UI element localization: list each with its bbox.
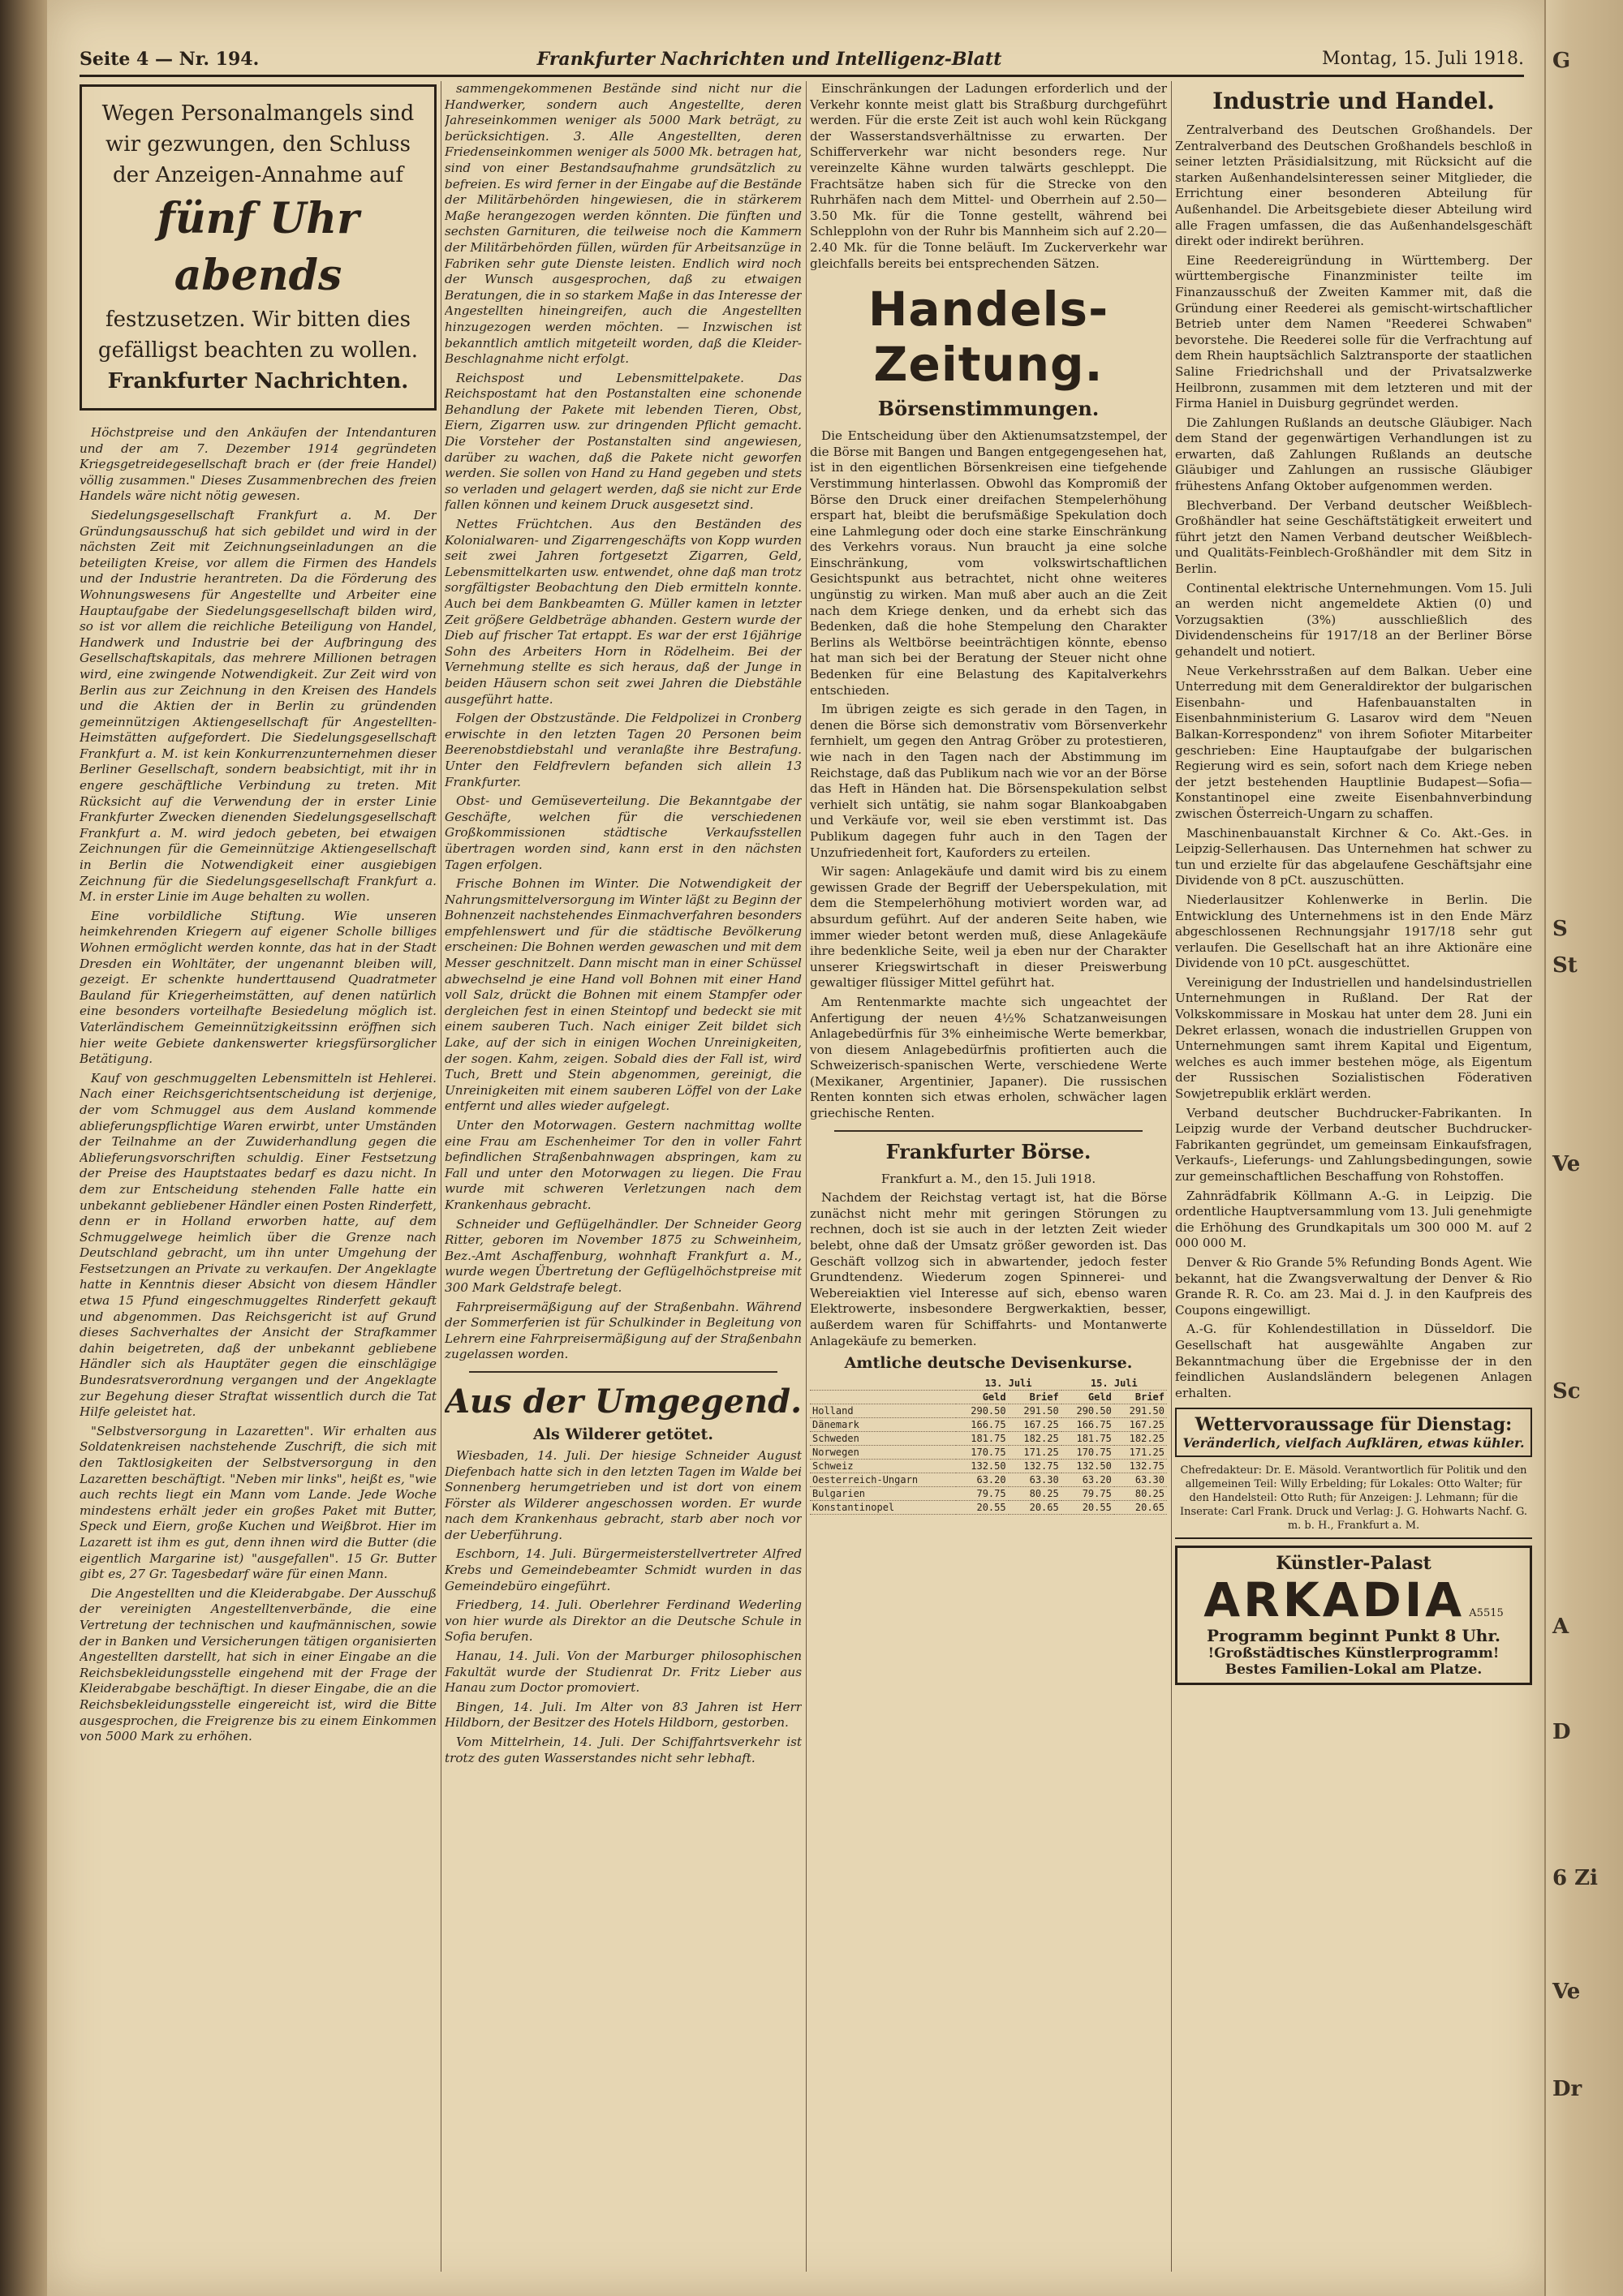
table-header-cell: 15. Juli — [1061, 1377, 1167, 1391]
article-paragraph: sammengekommenen Bestände sind nicht nur die Handwerker, sondern auch Angestellte, deren Jahreseinkommen weniger als 5000 Mark beträgt, zu berücksichtigen. 3. Alle Angestellten, deren Friedenseinkommen weniger als 5000 Mk. betragen hat, sind von einer Bestandsaufnahme grundsätzlich zu befreien. Es wird ferner in der Eingabe auf die Bestände der Militärbehörden hingewiesen, die in stärkerem Maße herangezogen werden könnten. Die fünften und sechsten Garnituren, die teilweise noch die Kammern der Militärbehörden füllen, würden für Arbeitsanzüge in Fabriken sehr gute Dienste leisten. Endlich wird noch der Wunsch ausgesprochen, daß zu etwaigen Beratungen, die in so starkem Maße in das Interesse der Angestellten hineingreifen, auch die Angestellten hinzugezogen werden möchten. — Inzwischen ist bekanntlich amtlich mitgeteilt worden, daß die Kleider-Beschlagnahme nicht erfolgt. — [445, 81, 802, 367]
section-heading-handels-zeitung: Handels-Zeitung. — [867, 282, 1109, 393]
edge-fragment: S — [1552, 917, 1568, 941]
article-paragraph: Blechverband. Der Verband deutscher Weißblech-Großhändler hat seine Geschäftstätigkeit erweitert und führt jetzt den Namen Verband deutscher Weißblech- und Qualitäts-Feinblech-Großhändler mit dem Sitz in Berlin. — [1175, 497, 1532, 577]
article-paragraph: Unter den Motorwagen. Gestern nachmittag wollte eine Frau am Eschenheimer Tor den in voller Fahrt befindlichen Straßenbahnwagen abspringen, kam zu Fall und unter den Motorwagen zu liegen. Die Frau wurde mit schweren Verletzungen nach dem Krankenhaus gebracht. — [445, 1118, 802, 1212]
ad-line: !Großstädtisches Künstlerprogramm! — [1208, 1645, 1500, 1662]
article-paragraph: Siedelungsgesellschaft Frankfurt a. M. Der Gründungsausschuß hat sich gebildet und wird in der nächsten Zeit mit Zeichnungseinladungen an die beteiligten Kreise, vor allem die Firmen des Handels und der Industrie herantreten. Da die Förderung des Wohnungswesens für Angestellte und Arbeiter eine Hauptaufgabe der Siedelungsgesellschaft bilden wird, so ist vor allem die reichliche Beteiligung von Handel, Handwerk und Industrie bei der Aufbringung des Gesellschaftskapitals, das mehrere Millionen betragen wird, eine zwingende Notwendigkeit. Zur Zeit wird von Berlin aus zur Zeichnung in den Kreisen des Handels und die Aktien der in Berlin zu gründenden gemeinnützigen Aktiengesellschaft für Angestellten-Heimstätten aufgefordert. Die Siedelungsgesellschaft Frankfurt a. M. ist kein Konkurrenzunternehmen dieser Berliner Gesellschaft, sondern beabsichtigt, mit ihr in engere geschäftliche Verbindung zu treten. Mit Rücksicht auf die Verwendung der in erster Linie Frankfurter Zwecken dienenden Siedelungsgesellschaft Frankfurt a. M. wird jedoch gebeten, bei etwaigen Zeichnungen für die Gemeinnützige Aktiengesellschaft in Berlin die Notwendigkeit einer ausgiebigen Zeichnung für die Siedelungsgesellschaft Frankfurt a. M. in erster Linie im Auge behalten zu wollen. — [80, 507, 437, 905]
article-paragraph: Zahnrädfabrik Köllmann A.-G. in Leipzig. Die ordentliche Hauptversammlung vom 13. Juli genehmigte die Erhöhung des Grundkapitals um 300 000 M. auf 2 000 000 M. — [1175, 1188, 1532, 1251]
table-cell: 167.25 — [1009, 1418, 1061, 1432]
article-paragraph: Frische Bohnen im Winter. Die Notwendigkeit der Nahrungsmittelversorgung im Winter läßt zu Beginn der Bohnenzeit nachstehendes Einmachverfahren besonders empfehlenswert und für die städtische Bevölkerung erscheinen: Die Bohnen werden gewaschen und mit dem Messer geschnitzelt. Dann mischt man in einer Schüssel abwechselnd je eine Hand voll Bohnen mit einer Hand voll Salz, drückt die Bohnen mit einem Stampfer oder dergleichen fest in einen Steintopf und bedeckt sie mit einem sauberen Tuch. Nach einiger Zeit bildet sich Lake, auf der sich in einigen Wochen Unreinigkeiten, der sogen. Kahm, zeigen. Sobald dies der Fall ist, wird Tuch, Brett und Stein abgenommen, gereinigt, die Unreinigkeiten mit einem sauberen Löffel von der Lake entfernt und alles wieder aufgelegt. — [445, 876, 802, 1114]
table-header-cell — [810, 1377, 956, 1391]
article-paragraph: Neue Verkehrsstraßen auf dem Balkan. Ueber eine Unterredung mit dem Generaldirektor der bulgarischen Eisenbahn- und Hafenbauanstalten in Eisenbahnministerium G. Lasarov wird dem "Neuen Balkan-Korrespondenz" von ihrem Sofioter Mitarbeiter geschrieben: Eine Hauptaufgabe der bulgarischen Regierung wird es sein, sofort nach dem Kriege neben der jetzt bestehenden Hauptlinie Budapest—Sofia—Konstantinopel eine zweite Eisenbahnverbindung zwischen Österreich-Ungarn zu schaffen. — [1175, 663, 1532, 821]
table-header-cell: 13. Juli — [956, 1377, 1061, 1391]
page-header — [80, 49, 1524, 75]
section-rule — [469, 1371, 777, 1373]
column-divider — [806, 81, 807, 2272]
edge-fragment: 6 Zi — [1552, 1866, 1598, 1890]
article-paragraph: Vom Mittelrhein, 14. Juli. Der Schiffahrtsverkehr ist trotz des guten Wasserstandes nicht sehr lebhaft. — [445, 1735, 802, 1765]
notice-text: Wegen Personalmangels sind wir gezwungen, den Schluss der Anzeigen-Annahme auf — [101, 101, 415, 187]
article-paragraph: Eine Reedereigründung in Württemberg. Der württembergische Finanzminister teilte im Finanzausschuß der Zweiten Kammer mit, daß die Gründung einer Reederei als gemischt-wirtschaftlicher Betrieb unter dem Namen "Reederei Schwaben" bevorstehe. Die Reederei solle für die Verfrachtung auf dem Rhein hauptsächlich Salztransporte der staatlichen Saline Friedrichshall und der Privatsalzwerke Heilbronn, zusammen mit dem letzteren und mit der Firma Haniel in Duisburg gegründet werden. — [1175, 252, 1532, 411]
weather-title: Wettervoraussage für Dienstag: — [1195, 1414, 1513, 1436]
column-1 — [80, 81, 437, 2272]
table-cell: 132.50 — [1061, 1460, 1114, 1473]
article-paragraph: Wir sagen: Anlagekäufe und damit wird bis zu einem gewissen Grade der Begriff der Ueberspekulation, mit dem die Stempelerhöhung motiviert worden war, ad absurdum geführt. Auf der anderen Seite haben, wie immer wieder betont werden muß, diese Anlagekäufe ihre bedenkliche Seite, weil ja eben nur der Charakter unserer Kriegswirtschaft in dieser Preiswerbung gewaltiger flüssiger Mittel geführt hat. — [810, 864, 1167, 991]
table-title: Amtliche deutsche Devisenkurse. — [844, 1354, 1133, 1373]
article-paragraph: Verband deutscher Buchdrucker-Fabrikanten. In Leipzig wurde der Verband deutscher Buchdrucker-Fabrikanten gegründet, um gemeinsam Einkaufsfragen, Verkaufs-, Lieferungs- und Zahlungsbedingungen, sowie zur gemeinschaftlichen Beschaffung von Rohstoffen. — [1175, 1105, 1532, 1184]
table-row — [810, 1460, 1167, 1473]
article-paragraph: Friedberg, 14. Juli. Oberlehrer Ferdinand Wederling von hier wurde als Direktor an die Deutsche Schule in Sofia berufen. — [445, 1597, 802, 1645]
article-paragraph: Schneider und Geflügelhändler. Der Schneider Georg Ritter, geboren im November 1875 zu Schweinheim, Bez.-Amt Aschaffenburg, wohnhaft Frankfurt a. M., wurde wegen Übertretung der Geflügelhöchstpreise mit 300 Mark Geldstrafe belegt. — [445, 1216, 802, 1295]
ad-line: Bestes Familien-Lokal am Platze. — [1225, 1662, 1483, 1679]
article-paragraph: Nachdem der Reichstag vertagt ist, hat die Börse zunächst nicht mehr mit geringen Störungen zu rechnen, doch ist sie auch in der letzten Zeit wieder belebt, ohne daß der Umsatz größer geworden ist. Das Geschäft vollzog sich in abwartender, jedoch fester Grundtendenz. Wiederum zogen Spinnerei- und Webereiaktien viel Interesse auf sich, ebenso waren Elektrowerte, insbesondere Bergwerkaktien, besser, außerdem waren für Schiffahrts- und Montanwerte Anlagekäufe zu bemerken. — [810, 1190, 1167, 1348]
table-cell: 290.50 — [956, 1404, 1009, 1418]
article-paragraph: Eschborn, 14. Juli. Bürgermeisterstellvertreter Alfred Krebs und Gemeindebeamter Schmidt wurden in das Gemeindebüro eingeführt. — [445, 1546, 802, 1593]
table-cell: 181.75 — [956, 1432, 1009, 1446]
edge-fragment: Dr — [1552, 2077, 1582, 2101]
column-divider — [1171, 81, 1172, 2272]
table-cell: 166.75 — [1061, 1418, 1114, 1432]
article-paragraph: Kauf von geschmuggelten Lebensmitteln ist Hehlerei. Nach einer Reichsgerichtsentscheidung ist derjenige, der vom Schmuggel aus dem Ausland kommende ablieferungspflichtige Waren erwirbt, unter Umständen der Teilnahme an der Zuwiderhandlung gegen die Ablieferungsvorschriften schuldig. Einer Festsetzung der Preise des Hauptstaates bedarf es dazu nicht. In dem zur Entscheidung stehenden Falle hatte ein unbekannt gebliebener Händler einen Posten Rinderfett, denn er in Holland erworben hatte, auf dem Schmuggelwege heimlich über die Grenze nach Deutschland gebracht, um ihn unter Umgehung der Festsetzungen an Private zu verkaufen. Der Angeklagte hatte in Kenntnis dieser Absicht von diesem Händler etwa 15 Pfund eingeschmuggeltes Rinderfett gekauft und abgenommen. Das Reichsgericht ist auf Grund dieses Sachverhaltes der Ansicht der Strafkammer dahin beigetreten, daß der unbekannt gebliebene Händler sich als Hauptäter gegen die einschlägige Bundesratsverordnung vergangen und der Angeklagte zur Begehung dieser Straftat wissentlich durch die Tat Hilfe geleistet hat. — [80, 1070, 437, 1420]
table-header-row — [810, 1391, 1167, 1404]
issue-date: Montag, 15. Juli 1918. — [1322, 49, 1524, 69]
weather-forecast: Veränderlich, vielfach Aufklären, etwas kühler. — [1182, 1435, 1525, 1451]
table-cell: 80.25 — [1114, 1487, 1167, 1501]
table-cell: Konstantinopel — [810, 1501, 956, 1515]
column-2 — [445, 81, 802, 2272]
table-cell: Holland — [810, 1404, 956, 1418]
table-cell: 167.25 — [1114, 1418, 1167, 1432]
exchange-rate-table — [810, 1377, 1167, 1515]
table-header-cell: Brief — [1114, 1391, 1167, 1404]
article-paragraph: Einschränkungen der Ladungen erforderlich und der Verkehr konnte meist glatt bis Straßburg durchgeführt werden. Für die erste Zeit ist auch wohl kein Rückgang der Wasserstandsverhältnisse zu erwarten. Der Schifferverkehr war nicht besonders rege. Nur vereinzelte Kähne wurden talwärts geschleppt. Die Frachtsätze haben sich für die Strecke von den Ruhrhäfen nach dem Mittel- und Oberrhein auf 2.50—3.50 Mk. für die Tonne gestellt, während bei Schlepplohn von der Ruhr bis Mannheim sich auf 2.20—2.40 Mk. für die Tonne beläuft. Im Zuckerverkehr war gleichfalls bereits bei entsprechenden Sätzen. — [810, 81, 1167, 271]
edge-fragment: Ve — [1552, 1152, 1581, 1176]
table-cell: Schweden — [810, 1432, 956, 1446]
advertisement-arkadia — [1175, 1546, 1532, 1685]
column-4 — [1175, 81, 1532, 2272]
newspaper-page — [47, 0, 1546, 2296]
article-paragraph: Die Entscheidung über den Aktienumsatzstempel, der die Börse mit Bangen und Bangen entgegengesehen hat, ist in den eigentlichen Börsenkreisen eine tiefgehende Verstimmung hinterlassen. Obwohl das Kompromiß der Börse den Druck einer dreifachen Stempelerhöhung erspart hat, bleibt die berufsmäßige Spekulation doch eine Lahmlegung oder doch eine starke Einschränkung des Verkehrs voraus. Nun braucht ja eine solche Einschränkung, vom volkswirtschaftlichen Gesichtspunkt aus betrachtet, nicht ohne weiteres ungünstig zu wirken. Man muß aber auch an die Zeit nach dem Kriege denken, und da erhebt sich das Bedenken, daß die hohe Stempelung den Charakter Berlins als Weltbörse beeinträchtigen könnte, ebenso hat man sich bei der Beratung der Steuer nicht ohne Bedenken für eine Belastung des Kapitalverkehrs entschieden. — [810, 428, 1167, 698]
section-rule — [834, 1130, 1143, 1132]
table-cell: 20.55 — [1061, 1501, 1114, 1515]
table-cell: 170.75 — [956, 1446, 1009, 1460]
table-cell: 79.75 — [956, 1487, 1009, 1501]
edge-fragment: A — [1552, 1615, 1569, 1639]
ad-line: Programm beginnt Punkt 8 Uhr. — [1207, 1626, 1500, 1646]
table-row — [810, 1432, 1167, 1446]
article-paragraph: Höchstpreise und den Ankäufen der Intendanturen und der am 7. Dezember 1914 gegründeten Kriegsgetreidegesellschaft brach er (der freie Handel) völlig zusammen." Dieses Zusammenbrechen des freien Handels wäre nicht nötig gewesen. — [80, 425, 437, 504]
article-paragraph: Am Rentenmarkte machte sich ungeachtet der Anfertigung der neuen 4½% Schatzanweisungen Anlagebedürfnis für 3% einheimische Werte bemerkbar, von diesem Anlagebedürfnis profitierten auch die Schweizerisch-spanischen Werte, verschiedene Werte (Mexikaner, Argentinier, Japaner). Die russischen Renten konnten sich etwas erholen, schwächer lagen griechische Renten. — [810, 994, 1167, 1121]
table-cell: 20.55 — [956, 1501, 1009, 1515]
article-paragraph: Zentralverband des Deutschen Großhandels. Der Zentralverband des Deutschen Großhandels beschloß in seiner letzten Präsidialsitzung, mit Rücksicht auf die starken Außenhandelsinteressen seiner Mitglieder, die Errichtung einer besonderen Abteilung für Außenhandel. Die Arbeitsgebiete dieser Abteilung wird alle Fragen umfassen, die das Außenhandelsgeschäft direkt oder indirekt berühren. — [1175, 123, 1532, 249]
edge-fragment: G — [1552, 49, 1571, 73]
article-paragraph: A.-G. für Kohlendestillation in Düsseldorf. Die Gesellschaft hat ausgewählte Angaben zur Bekanntmachung über die Ergebnisse der in den feindlichen Auslandsländern belegenen Anlagen erhalten. — [1175, 1322, 1532, 1400]
table-header-cell: Geld — [1061, 1391, 1114, 1404]
table-cell: 79.75 — [1061, 1487, 1114, 1501]
article-paragraph: Reichspost und Lebensmittelpakete. Das Reichspostamt hat den Postanstalten eine schonende Behandlung der Pakete mit lebenden Tieren, Obst, Eiern, Zigarren usw. zur dringenden Pflicht gemacht. Die Vorsteher der Postanstalten sind angewiesen, darüber zu wachen, daß die Pakete nicht geworfen werden. Sie sollen von Hand zu Hand gegeben und stets so verladen und gelagert werden, daß sie nicht zur Erde fallen können und keinem Druck ausgesetzt sind. — [445, 370, 802, 513]
table-cell: Norwegen — [810, 1446, 956, 1460]
article-headline: Als Wilderer getötet. — [533, 1425, 713, 1443]
article-paragraph: Die Zahlungen Rußlands an deutsche Gläubiger. Nach dem Stand der gegenwärtigen Verhandlungen ist zu erwarten, daß Zahlungen Rußlands an deutsche Gläubiger und Zahlungen an russische Gläubiger frühestens Anfang Oktober aufgenommen werden. — [1175, 415, 1532, 494]
table-row — [810, 1446, 1167, 1460]
table-row — [810, 1418, 1167, 1432]
article-paragraph: Eine vorbildliche Stiftung. Wie unseren heimkehrenden Kriegern auf eigener Scholle billiges Wohnen ermöglicht werden konnte, das hat in der Stadt Dresden ein Wohltäter, der ungenannt bleiben will, gezeigt. Er schenkte hunderttausend Quadratmeter Bauland für Kriegerheimstätten, auf denen natürlich eine besonders vorteilhafte Besiedelung möglich ist. Vaterländischem Gemeinnützigkeitssinn eröffnen sich hier weite Gebiete dankenswerter kriegsfürsorglicher Betätigung. — [80, 908, 437, 1067]
masthead: Frankfurter Nachrichten und Intelligenz-Blatt — [536, 49, 1002, 70]
table-cell: 170.75 — [1061, 1446, 1114, 1460]
article-paragraph: Obst- und Gemüseverteilung. Die Bekanntgabe der Geschäfte, welchen für die verschiedenen Großkommissionen städtische Verkaufsstellen übertragen worden sind, kann erst in den nächsten Tagen erfolgen. — [445, 793, 802, 872]
section-heading-umgegend: Aus der Umgegend. — [445, 1382, 802, 1421]
table-cell: 63.20 — [956, 1473, 1009, 1487]
article-paragraph: Denver & Rio Grande 5% Refunding Bonds Agent. Wie bekannt, hat die Zwangsverwaltung der Denver & Rio Grande R. R. Co. am 23. Mai d. J. in den Kaufpreis des Coupons eingewilligt. — [1175, 1254, 1532, 1318]
table-cell: 166.75 — [956, 1418, 1009, 1432]
edge-fragment: St — [1552, 953, 1578, 978]
article-paragraph: Bingen, 14. Juli. Im Alter von 83 Jahren ist Herr Hildborn, der Besitzer des Hotels Hildborn, gestorben. — [445, 1699, 802, 1731]
notice-text: festzusetzen. Wir bitten dies gefälligst beachten zu wollen. — [97, 307, 419, 363]
article-headline: Frankfurter Börse. — [885, 1139, 1091, 1163]
adjacent-page-edge — [1544, 0, 1623, 2296]
table-row — [810, 1473, 1167, 1487]
article-paragraph: Niederlausitzer Kohlenwerke in Berlin. Die Entwicklung des Unternehmens ist in den Ende März abgeschlossenen Rechnungsjahr 1917/18 sehr gut verlaufen. Die Gesellschaft hat an ihre Aktionäre eine Dividende von 10 pCt. ausgeschüttet. — [1175, 892, 1532, 971]
table-cell: Bulgarien — [810, 1487, 956, 1501]
table-cell: 291.50 — [1114, 1404, 1167, 1418]
ad-subtitle: Künstler-Palast — [1276, 1553, 1431, 1575]
ad-title: ARKADIA — [1203, 1572, 1466, 1628]
table-header-cell: Geld — [956, 1391, 1009, 1404]
ad-number: A5515 — [1469, 1607, 1504, 1620]
article-paragraph: Hanau, 14. Juli. Von der Marburger philosophischen Fakultät wurde der Studienrat Dr. Fritz Lieber aus Hanau zum Doctor promoviert. — [445, 1649, 802, 1696]
article-paragraph: Fahrpreisermäßigung auf der Straßenbahn. Während der Sommerferien ist für Schulkinder in Begleitung von Lehrern eine Fahrpreisermäßigung auf der Straßenbahn zugelassen worden. — [445, 1299, 802, 1362]
table-cell: 182.25 — [1114, 1432, 1167, 1446]
table-cell: 63.30 — [1114, 1473, 1167, 1487]
article-paragraph: Continental elektrische Unternehmungen. Vom 15. Juli an werden nicht angemeldete Aktien (0) und Vorzugsaktien (3%) ausschließlich des Dividendenscheins für 1917/18 an der Berliner Börse gehandelt und notiert. — [1175, 580, 1532, 659]
table-cell: 63.30 — [1009, 1473, 1061, 1487]
article-headline: Börsenstimmungen. — [877, 397, 1100, 421]
edge-fragment: Ve — [1552, 1980, 1581, 2004]
table-cell: 63.20 — [1061, 1473, 1114, 1487]
table-cell: 132.75 — [1009, 1460, 1061, 1473]
article-paragraph: Wiesbaden, 14. Juli. Der hiesige Schneider August Diefenbach hatte sich in den letzten Tagen im Walde bei Sonnenberg herumgetrieben und ist dort von einem Förster als Wilderer angeschossen worden. Er wurde nach dem Krankenhaus gebracht, starb aber noch vor der Ueberführung. — [445, 1447, 802, 1542]
column-3 — [810, 81, 1167, 2272]
edge-fragment: Sc — [1552, 1379, 1581, 1404]
article-paragraph: Vereinigung der Industriellen und handelsindustriellen Unternehmungen in Rußland. Der Rat der Volkskommissare in Moskau hat unter dem 28. Juni ein Dekret erlassen, wonach die industriellen Gruppen von Unternehmungen samt ihrem Kapital und Eigentum, welches es auch immer bestehen möge, als Eigentum der Russischen Sozialistischen Föderativen Sowjetrepublik erklärt werden. — [1175, 974, 1532, 1102]
table-cell: 290.50 — [1061, 1404, 1114, 1418]
table-cell: 20.65 — [1009, 1501, 1061, 1515]
article-paragraph: Im übrigen zeigte es sich gerade in den Tagen, in denen die Börse sich demonstrativ vom Börsenverkehr fernhielt, um gegen den Antrag Gröber zu protestieren, wie nach in den Tagen nach der Abstimmung im Reichstage, daß das Publikum nach wie vor an der Börse das Heft in Händen hat. Die Börsenspekulation selbst verhielt sich untätig, sie nahm sogar Blankoabgaben und Verkäufe vor, weil sie eben verstimmt ist. Das Publikum dagegen fuhr auch in den Tagen der Unzufriedenheit fort, Kauforders zu erteilen. — [810, 702, 1167, 860]
table-cell: 291.50 — [1009, 1404, 1061, 1418]
article-paragraph: Folgen der Obstzustände. Die Feldpolizei in Cronberg erwischte in den letzten Tagen 20 Personen beim Beerenobstdiebstahl und veranlaßte ihre Bestrafung. Unter den Feldfrevlern befanden sich allein 13 Frankfurter. — [445, 711, 802, 789]
table-header-row — [810, 1377, 1167, 1391]
book-binding — [0, 0, 47, 2296]
table-row — [810, 1501, 1167, 1515]
table-cell: 182.25 — [1009, 1432, 1061, 1446]
table-row — [810, 1404, 1167, 1418]
notice-box — [80, 84, 437, 411]
notice-signature: Frankfurter Nachrichten. — [107, 369, 409, 393]
table-body — [810, 1404, 1167, 1515]
weather-box — [1175, 1408, 1532, 1457]
table-cell: 132.75 — [1114, 1460, 1167, 1473]
table-cell: 132.50 — [956, 1460, 1009, 1473]
table-cell: Oesterreich-Ungarn — [810, 1473, 956, 1487]
table-header-cell: Brief — [1009, 1391, 1061, 1404]
section-heading-industrie: Industrie und Handel. — [1212, 88, 1495, 114]
table-cell: 20.65 — [1114, 1501, 1167, 1515]
table-cell: 171.25 — [1114, 1446, 1167, 1460]
article-paragraph: Maschinenbauanstalt Kirchner & Co. Akt.-Ges. in Leipzig-Sellerhausen. Das Unternehmen hat schwer zu tun und erzielte für das abgelaufene Geschäftsjahr eine Dividende von 8 pCt. auszuschütten. — [1175, 825, 1532, 888]
table-header-cell — [810, 1391, 956, 1404]
dateline: Frankfurt a. M., den 15. Juli 1918. — [880, 1171, 1096, 1186]
header-rule — [80, 75, 1524, 77]
table-cell: 171.25 — [1009, 1446, 1061, 1460]
imprint: Chefredakteur: Dr. E. Mäsold. Verantwortlich für Politik und den allgemeinen Teil: Willy Erbelding; für Lokales: Otto Walter; für den Handelsteil: Otto Ruth; für Anzeigen: J. Lehmann; für die Inserate: Carl Frank. Druck und Verlag: J. G. Hohwarts Nachf. G. m. b. H., Frankfurt a. M. — [1175, 1464, 1532, 1539]
article-paragraph: "Selbstversorgung in Lazaretten". Wir erhalten aus Soldatenkreisen nachstehende Zuschrift, die sich mit den Taktlosigkeiten der Selbstversorgung in den Lazaretten beschäftigt. "Neben mir links", heißt es, "wie auch rechts liegt ein Mann vom Lande. Jede Woche mindestens erhält jeder ein großes Paket mit Butter, Speck und Eiern, große Kuchen und Weißbrot. Hier im Lazarett ist ihm es gut, denn ihnen wird die Butter (die eigentlich Margarine ist) "ausgefallen". 15 Gr. Butter gibt es, 27 Gr. Tagesbedarf wäre für einen Mann. — [80, 1423, 437, 1582]
table-cell: Dänemark — [810, 1418, 956, 1432]
edge-fragment: D — [1552, 1720, 1571, 1744]
article-paragraph: Die Angestellten und die Kleiderabgabe. Der Ausschuß der vereinigten Angestelltenverbände, die eine Vertretung der technischen und kaufmännischen, sowie der in Banken und Versicherungen tätigen organisierten Angestellten darstellt, hat sich in einer Eingabe an die Reichsbekleidungsstelle eingehend mit der Frage der Kleiderabgabe beschäftigt. In dieser Eingabe, die an die Reichsbekleidungsstelle eingereicht ist, wird die Bitte ausgesprochen, die Freigrenze bis zu einem Einkommen von 5000 Mark zu erhöhen. — [80, 1585, 437, 1744]
table-cell: Schweiz — [810, 1460, 956, 1473]
notice-highlight: fünf Uhr abends — [157, 194, 359, 300]
article-paragraph: Nettes Früchtchen. Aus den Beständen des Kolonialwaren- und Zigarrengeschäfts von Kopp wurden seit zwei Jahren fortgesetzt Zigarren, Geld, Lebensmittelkarten usw. entwendet, ohne daß man trotz sorgfältigster Beobachtung den Dieb ermitteln konnte. Auch bei dem Bankbeamten G. Müller kamen in letzter Zeit größere Geldbeträge abhanden. Gestern wurde der Dieb auf frischer Tat ertappt. Es war der erst 16jährige Sohn des Arbeiters Horn in Rödelheim. Bei der Vernehmung stellte es sich heraus, daß der Junge in beiden Häusern schon seit zwei Jahren die Diebstähle ausgeführt hatte. — [445, 517, 802, 707]
table-cell: 80.25 — [1009, 1487, 1061, 1501]
table-row — [810, 1487, 1167, 1501]
table-cell: 181.75 — [1061, 1432, 1114, 1446]
page-number: Seite 4 — Nr. 194. — [80, 49, 260, 70]
